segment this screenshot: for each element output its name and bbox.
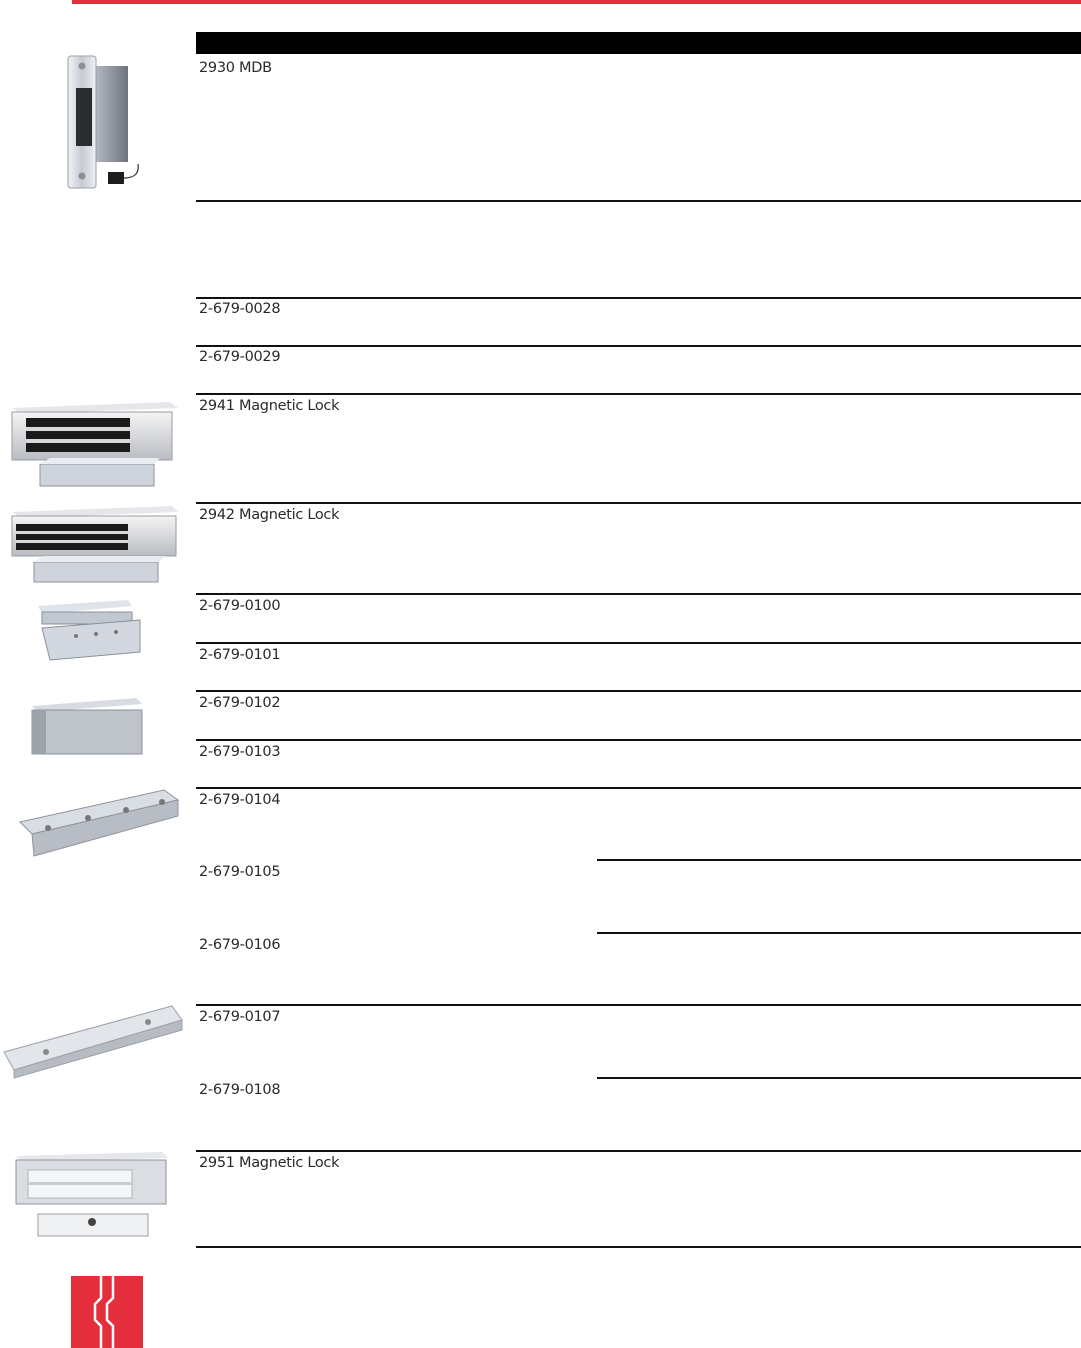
row-divider — [196, 690, 1081, 692]
row-divider — [196, 297, 1081, 299]
row-divider — [196, 593, 1081, 595]
magnetic-lock-2951-image — [12, 1150, 172, 1242]
row-label-2-679-0107: 2-679-0107 — [199, 1009, 281, 1025]
electric-strike-image — [50, 52, 150, 192]
row-label-2951: 2951 Magnetic Lock — [199, 1155, 340, 1171]
row-label-2941: 2941 Magnetic Lock — [199, 398, 340, 414]
row-divider — [196, 739, 1081, 741]
row-divider-partial — [597, 1077, 1081, 1079]
row-label-2930-mdb: 2930 MDB — [199, 60, 272, 76]
row-divider — [196, 1004, 1081, 1006]
row-label-2-679-0108: 2-679-0108 — [199, 1082, 281, 1098]
magnetic-lock-2941-image — [10, 398, 180, 494]
angle-bracket-image — [14, 786, 182, 858]
row-label-2-679-0105: 2-679-0105 — [199, 864, 281, 880]
row-label-2942: 2942 Magnetic Lock — [199, 507, 340, 523]
row-label-2-679-0102: 2-679-0102 — [199, 695, 281, 711]
row-label-2-679-0100: 2-679-0100 — [199, 598, 281, 614]
row-label-2-679-0103: 2-679-0103 — [199, 744, 281, 760]
flat-plate-image — [2, 1004, 184, 1080]
top-accent-bar — [72, 0, 1081, 4]
row-divider-partial — [597, 859, 1081, 861]
row-divider — [196, 787, 1081, 789]
row-divider — [196, 345, 1081, 347]
row-label-2-679-0104: 2-679-0104 — [199, 792, 281, 808]
row-divider — [196, 502, 1081, 504]
row-divider — [196, 1246, 1081, 1248]
magnetic-lock-2942-image — [10, 504, 180, 588]
row-label-2-679-0029: 2-679-0029 — [199, 349, 281, 365]
row-label-2-679-0101: 2-679-0101 — [199, 647, 281, 663]
row-label-2-679-0106: 2-679-0106 — [199, 937, 281, 953]
row-divider — [196, 642, 1081, 644]
row-divider-partial — [597, 932, 1081, 934]
row-divider — [196, 393, 1081, 395]
row-label-2-679-0028: 2-679-0028 — [199, 301, 281, 317]
table-header-bar — [196, 32, 1081, 54]
company-logo — [71, 1276, 143, 1348]
row-divider — [196, 1150, 1081, 1152]
bracket-image — [36, 598, 146, 668]
row-divider — [196, 200, 1081, 202]
u-bracket-image — [26, 696, 146, 758]
